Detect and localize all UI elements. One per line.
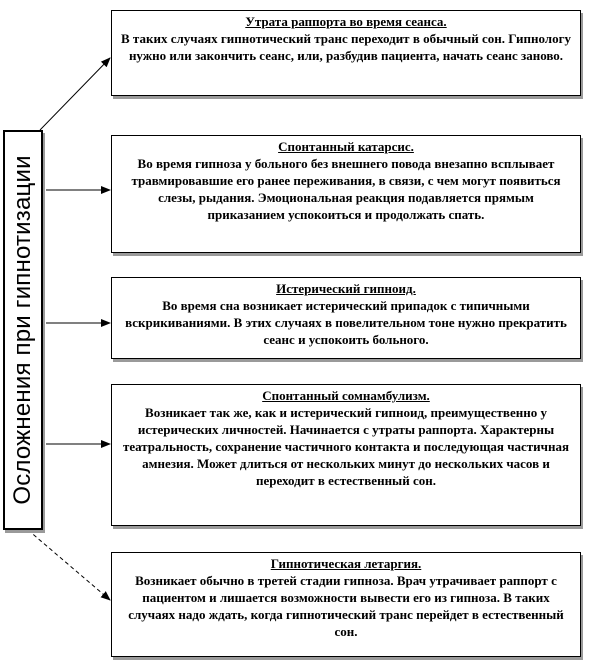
item-body: В таких случаях гипнотический транс переходит в обычный сон. Гипнологу нужно или закончить сеанс, или, разбудив пациента, начать сеанс заново. bbox=[121, 31, 571, 63]
item-title: Утрата раппорта во время сеанса. bbox=[245, 14, 447, 29]
main-title: Осложнения при гипнотизации bbox=[9, 155, 36, 505]
item-title: Истерический гипноид. bbox=[276, 281, 416, 296]
item-box-3 bbox=[111, 277, 581, 359]
item-body: Во время сна возникает истерический припадок с типичными вскрикиваниями. В этих случаях в повелительном тоне нужно прекратить сеанс и успокоить больного. bbox=[125, 298, 567, 347]
item-title: Спонтанный сомнамбулизм. bbox=[262, 388, 430, 403]
item-title: Гипнотическая летаргия. bbox=[270, 556, 422, 571]
item-box-5 bbox=[111, 552, 581, 657]
item-box-1 bbox=[111, 10, 581, 96]
item-title: Спонтанный катарсис. bbox=[278, 139, 414, 154]
item-body: Во время гипноза у больного без внешнего повода внезапно всплывает травмировавшие его ранее переживания, в связи, с чем могут появиться слезы, рыдания. Эмоциональная реакция подавляется прямым приказанием успокоиться и продолжать спать. bbox=[131, 156, 561, 222]
item-box-4 bbox=[111, 384, 581, 526]
arrow-to-item-1 bbox=[40, 58, 110, 130]
item-body: Возникает так же, как и истерический гипноид, преимущественно у истерических личностей. Начинается с утраты раппорта. Характерны театральность, сохранение частичного контакта и последующая частичная амнезия. Может длиться от нескольких минут до нескольких часов и переходит в естественный сон. bbox=[122, 405, 570, 488]
main-title-box bbox=[3, 130, 43, 530]
arrow-to-item-5 bbox=[28, 530, 110, 600]
item-box-2 bbox=[111, 135, 581, 253]
item-body: Возникает обычно в третей стадии гипноза. Врач утрачивает раппорт с пациентом и лишается возможности вывести его из гипноза. В таких случаях надо ждать, когда гипнотический транс перейдет в естественный сон. bbox=[128, 573, 564, 639]
